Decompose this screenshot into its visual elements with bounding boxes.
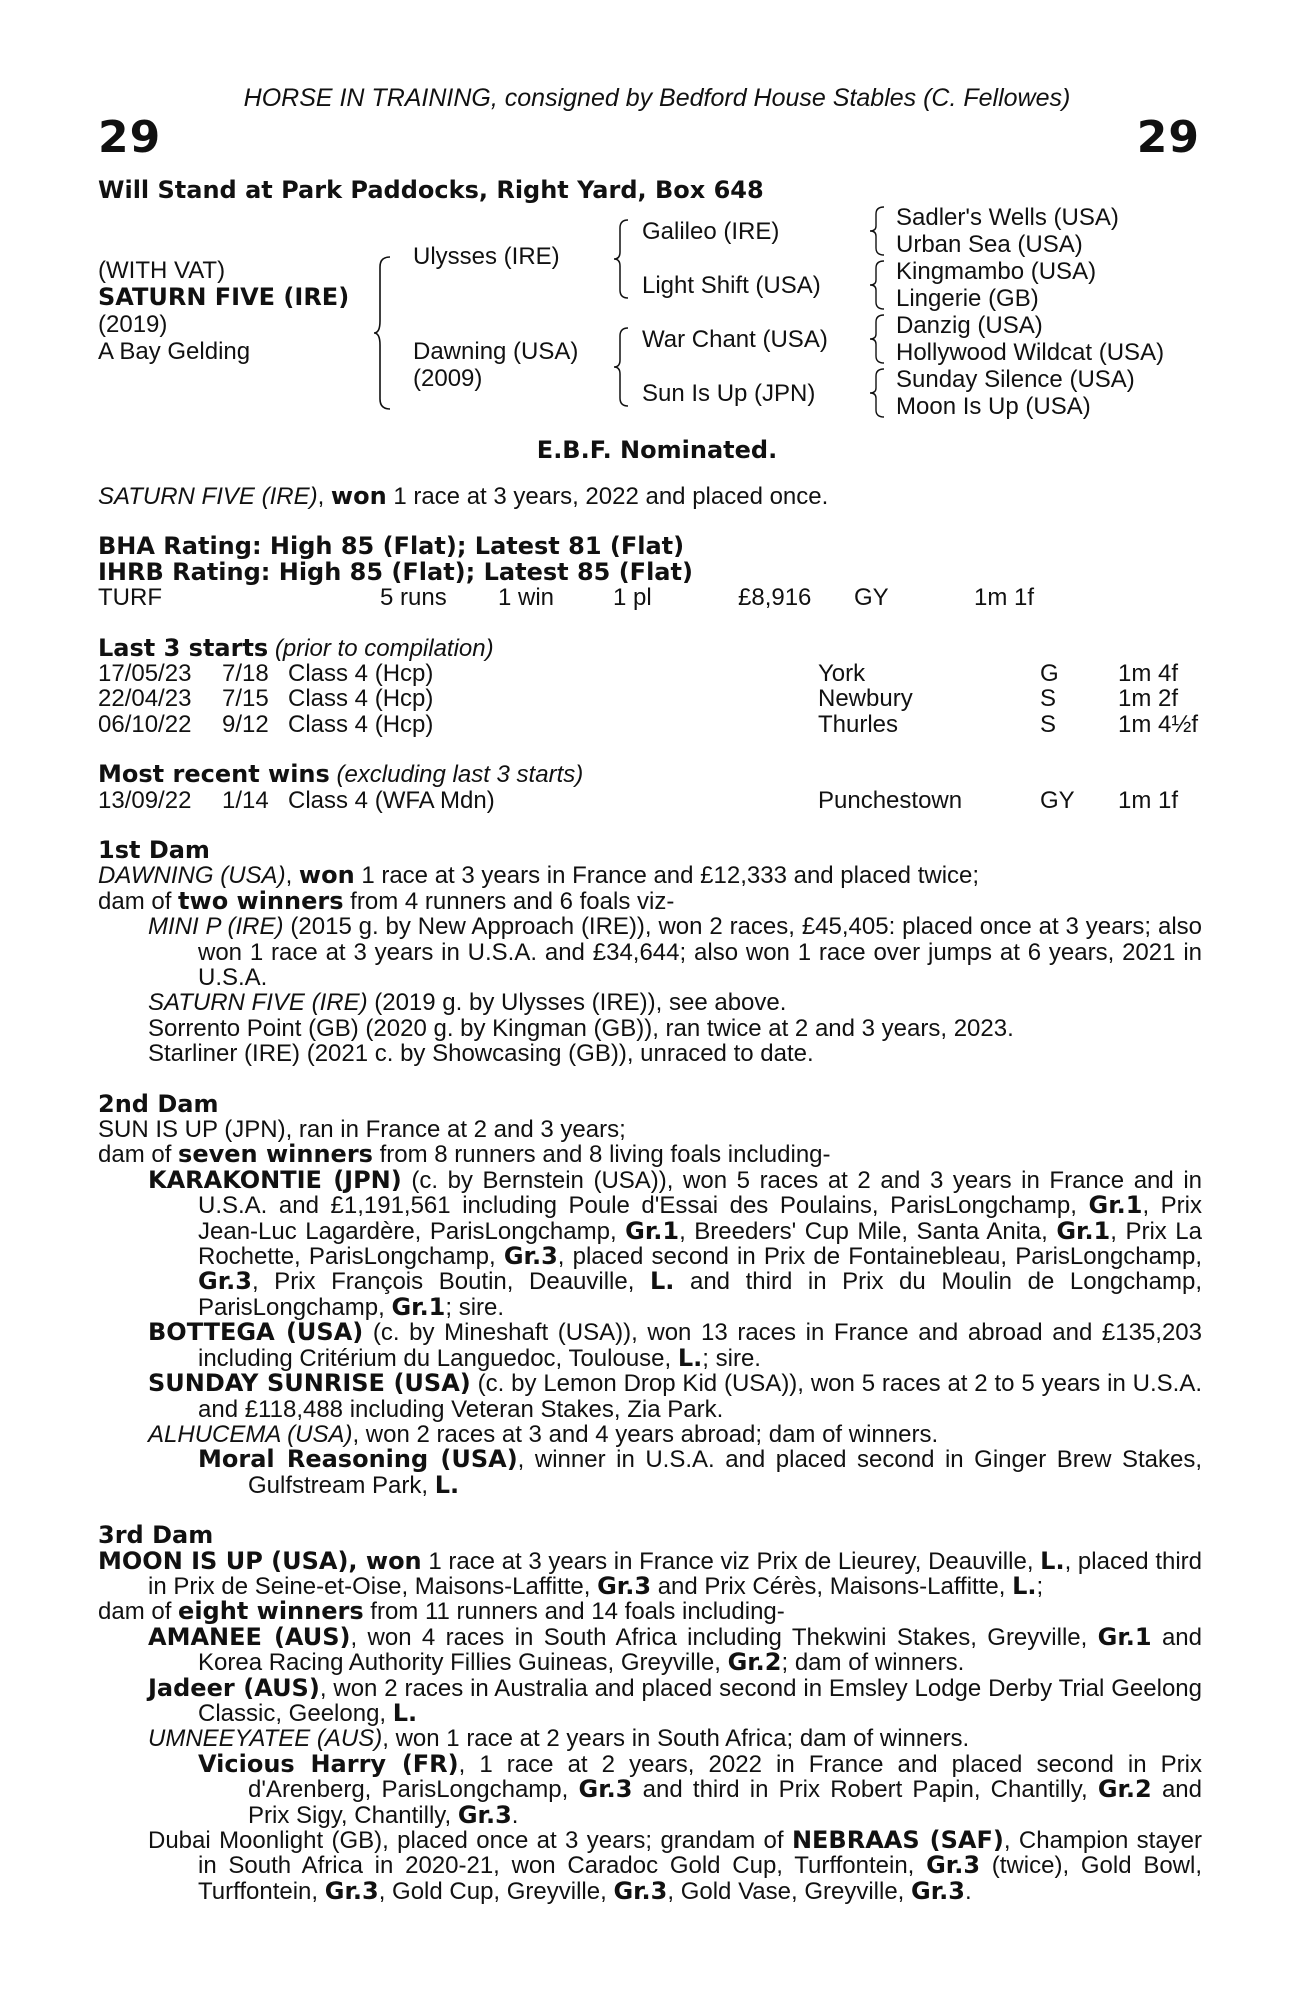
grandsire-paternal: Galileo (IRE) xyxy=(642,218,780,245)
progeny-name: BOTTEGA (USA) xyxy=(148,1318,364,1347)
ancestor-7: Sunday Silence (USA) xyxy=(896,366,1135,393)
progeny-entry xyxy=(148,1726,1202,1751)
progeny-record: , placed second in Prix de Fontainebleau, ParisLongchamp, xyxy=(557,1243,1202,1271)
last3-note: (prior to compilation) xyxy=(268,634,494,662)
turf-placed: 1 pl xyxy=(613,584,652,612)
grade-label: Gr.3 xyxy=(926,1851,981,1880)
progeny-record: ; sire. xyxy=(702,1344,761,1372)
dam3-text: and Prix Cérès, Maisons-Laffitte, xyxy=(651,1572,1013,1600)
progeny-name: ALHUCEMA (USA) xyxy=(148,1420,353,1448)
pedigree-brace-g4 xyxy=(868,367,888,419)
summary-won: won xyxy=(330,482,387,510)
turf-runs: 5 runs xyxy=(380,584,447,612)
grade-label: Gr.3 xyxy=(198,1267,252,1296)
progeny-name: Jadeer (AUS) xyxy=(148,1673,320,1702)
start-distance: 1m 2f xyxy=(1118,685,1179,713)
summary-horse-name: SATURN FIVE (IRE) xyxy=(98,483,318,510)
grade-label: Gr.1 xyxy=(391,1292,446,1321)
start-class: Class 4 (Hcp) xyxy=(288,685,434,713)
dam3-progeny-prefix: dam of xyxy=(98,1598,179,1626)
lot-number-right: 29 xyxy=(1136,112,1200,163)
grade-label: Gr.1 xyxy=(1088,1191,1143,1220)
progeny-record: , Champion stayer in South Africa in 2020-21, won Caradoc Gold Cup, Turffontein, xyxy=(198,1827,1203,1880)
start-position: 7/15 xyxy=(222,685,269,713)
progeny-record: , 1 race at 2 years, 2022 in France and placed second in Prix d'Arenberg, ParisLongchamp, xyxy=(248,1750,1203,1804)
progeny-record: (c. by Mineshaft (USA)), won 13 races in France and abroad and £135,203 including Critérium du Languedoc, Toulouse, xyxy=(198,1319,1203,1372)
progeny-record: Dubai Moonlight (GB), placed once at 3 years; grandam of xyxy=(148,1827,792,1855)
grade-label: Gr.3 xyxy=(457,1800,512,1829)
dam1-progeny-suffix: from 4 runners and 6 foals viz- xyxy=(343,887,675,915)
progeny-entry xyxy=(148,1673,1202,1727)
dam2-progeny-prefix: dam of xyxy=(98,1141,179,1169)
progeny-record: , won 2 races at 3 and 4 years abroad; dam of winners. xyxy=(352,1420,939,1448)
progeny-record: ; sire. xyxy=(445,1293,505,1321)
second-dam-title: 2nd Dam xyxy=(98,1089,219,1118)
grade-label: Gr.2 xyxy=(1097,1775,1152,1804)
progeny-record: , Prix Jean-Luc Lagardère, ParisLongchamp, xyxy=(198,1192,1202,1245)
first-dam-title: 1st Dam xyxy=(98,835,210,864)
start-going: G xyxy=(1040,660,1059,688)
start-position: 7/18 xyxy=(222,660,269,688)
progeny-record: (c. by Bernstein (USA)), won 5 races at 2 and 3 years in France and in U.S.A. and £1,191,561 including Poule d'Essai des Poulains, ParisLongchamp, xyxy=(198,1166,1203,1220)
last3-title: Last 3 starts xyxy=(98,633,269,662)
dam1-winners: two winners xyxy=(178,886,344,915)
horse-name: SATURN FIVE (IRE) xyxy=(98,283,350,311)
listed-label: L. xyxy=(1012,1571,1037,1600)
ebf-nominated: E.B.F. Nominated. xyxy=(536,436,778,464)
pedigree-brace-g3 xyxy=(868,313,888,365)
progeny-name: AMANEE (AUS) xyxy=(148,1622,351,1651)
horse-vat: (WITH VAT) xyxy=(98,257,226,284)
ancestor-8: Moon Is Up (USA) xyxy=(896,393,1091,420)
granddam-maternal: Sun Is Up (JPN) xyxy=(642,380,816,407)
turf-wins: 1 win xyxy=(498,584,555,612)
win-course: Punchestown xyxy=(818,786,963,814)
progeny-entry xyxy=(148,1828,1202,1904)
dam2-progeny-suffix: from 8 runners and 8 living foals including- xyxy=(372,1141,831,1169)
start-course: Thurles xyxy=(818,710,899,738)
sire: Ulysses (IRE) xyxy=(413,243,560,270)
listed-label: L. xyxy=(649,1267,675,1296)
progeny-record: , Prix François Boutin, Deauville, xyxy=(251,1268,650,1296)
listed-label: L. xyxy=(677,1343,703,1372)
recent-note: (excluding last 3 starts) xyxy=(329,761,584,789)
grade-label: Gr.3 xyxy=(578,1775,633,1804)
ancestor-3: Kingmambo (USA) xyxy=(896,258,1097,285)
horse-description: A Bay Gelding xyxy=(98,338,251,365)
turf-label: TURF xyxy=(98,584,162,612)
win-distance: 1m 1f xyxy=(1118,786,1179,814)
turf-going: GY xyxy=(854,584,889,612)
consignment-line: HORSE IN TRAINING, consigned by Bedford House Stables (C. Fellowes) xyxy=(243,84,1071,112)
start-date: 17/05/23 xyxy=(98,660,192,688)
progeny-record: , won 4 races in South Africa including Thekwini Stakes, Greyville, xyxy=(350,1623,1098,1651)
win-going: GY xyxy=(1040,786,1075,814)
dam1-name: DAWNING (USA) xyxy=(98,862,286,890)
grandprogeny-entry xyxy=(198,1447,1202,1498)
progeny-entry xyxy=(148,1320,1202,1371)
progeny-record: (twice), Gold Bowl, Turffontein, xyxy=(198,1852,1203,1905)
most-recent-wins xyxy=(98,762,1202,813)
win-position: 1/14 xyxy=(222,786,269,814)
start-going: S xyxy=(1040,710,1057,738)
dam3-text: , placed third in Prix de Seine-et-Oise, Maisons-Laffitte, xyxy=(148,1547,1203,1600)
dam-year: (2009) xyxy=(413,365,483,392)
start-class: Class 4 (Hcp) xyxy=(288,660,434,688)
progeny-record: , winner in U.S.A. and placed second in Ginger Brew Stakes, Gulfstream Park, xyxy=(248,1446,1202,1499)
progeny-entry: Sorrento Point (GB) (2020 g. by Kingman (GB)), ran twice at 2 and 3 years, 2023. xyxy=(148,1014,1014,1042)
turf-earnings: £8,916 xyxy=(738,584,812,612)
dam3-progeny-suffix: from 11 runners and 14 foals including- xyxy=(363,1598,785,1626)
third-dam-title: 3rd Dam xyxy=(98,1521,214,1550)
progeny-name: SUNDAY SUNRISE (USA) xyxy=(148,1369,471,1398)
listed-label: L. xyxy=(392,1698,418,1727)
horse-year: (2019) xyxy=(98,311,168,338)
grandsire-maternal: War Chant (USA) xyxy=(642,326,828,353)
progeny-record: (2015 g. by New Approach (IRE)), won 2 races, £45,405: placed once at 3 years; also won 1 race at 3 years in U.S.A. and £34,644; also won 1 race over jumps at 6 years, 2021 in U.S.A. xyxy=(198,913,1202,992)
grade-label: Gr.1 xyxy=(625,1216,680,1245)
pedigree-brace-dam xyxy=(612,326,632,408)
listed-label: L. xyxy=(1040,1546,1065,1575)
progeny-name: Vicious Harry (FR) xyxy=(198,1749,459,1778)
progeny-entry xyxy=(148,1371,1202,1422)
progeny-record: , Gold Cup, Greyville, xyxy=(378,1877,614,1905)
dam3-name: MOON IS UP (USA) xyxy=(98,1546,349,1575)
race-summary: SATURN FIVE (IRE), won 1 race at 3 years, 2022 and placed once. xyxy=(98,482,829,510)
ancestor-5: Danzig (USA) xyxy=(896,312,1043,339)
progeny-entry xyxy=(148,990,1202,1015)
grade-label: Gr.3 xyxy=(911,1876,965,1905)
grade-label: Gr.3 xyxy=(613,1876,668,1905)
progeny-record: ; dam of winners. xyxy=(781,1649,965,1677)
table-row xyxy=(98,661,1202,686)
progeny-record: and Prix Sigy, Chantilly, xyxy=(248,1776,1202,1829)
dam1-progeny-prefix: dam of xyxy=(98,887,179,915)
progeny-record: , won 1 race at 2 years in South Africa; dam of winners. xyxy=(382,1725,970,1753)
last-3-starts xyxy=(98,633,1202,738)
progeny-record: (c. by Lemon Drop Kid (USA)), won 5 races at 2 to 5 years in U.S.A. and £118,488 including Veteran Stakes, Zia Park. xyxy=(198,1370,1202,1423)
progeny-entry xyxy=(148,1165,1203,1321)
progeny-record: , won 2 races in Australia and placed second in Emsley Lodge Derby Trial Geelong Classic, Geelong, xyxy=(198,1674,1202,1727)
grade-label: Gr.3 xyxy=(597,1571,652,1600)
pedigree-brace-g1 xyxy=(868,205,888,257)
pedigree-brace-main xyxy=(372,255,394,411)
dam3-winners: eight winners xyxy=(178,1597,364,1626)
first-dam-section: 1st Dam DAWNING (USA), won 1 race at 3 years in France and £12,333 and placed twice; dam of two winners from 4 runners and 6 foals viz- MINI P (IRE) (2015 g. by New Approach (IRE)), won 2 races, £45,405: placed once at 3 years; also won 1 race at 3 years in U.S.A. and £34,644; also won 1 race over jumps at 6 years, 2021 in U.S.A. SATURN FIVE (IRE) (2019 g. by Ulysses (IRE)), see above. Sorrento Point (GB) (2020 g. by Kingman (GB)), ran twice at 2 and 3 years, 2023. Starliner (IRE) (2021 c. by Showcasing (GB)), unraced to date. xyxy=(98,835,1202,1068)
progeny-entry: Starliner (IRE) (2021 c. by Showcasing (GB)), unraced to date. xyxy=(148,1040,814,1068)
start-date: 22/04/23 xyxy=(98,685,192,713)
win-date: 13/09/22 xyxy=(98,786,192,814)
progeny-record: (2019 g. by Ulysses (IRE)), see above. xyxy=(367,989,787,1017)
progeny-record: . xyxy=(511,1801,519,1829)
start-course: Newbury xyxy=(818,685,913,713)
pedigree-brace-sire xyxy=(612,218,632,300)
granddam-paternal: Light Shift (USA) xyxy=(642,272,821,299)
recent-title: Most recent wins xyxy=(98,760,330,789)
dam2-record: SUN IS UP (JPN), ran in France at 2 and 3 years; xyxy=(98,1116,626,1144)
ihrb-rating: IHRB Rating: High 85 (Flat); Latest 85 (Flat) xyxy=(98,557,693,586)
dam1-record: 1 race at 3 years in France and £12,333 and placed twice; xyxy=(354,862,980,890)
progeny-record: and third in Prix du Moulin de Longchamp, ParisLongchamp, xyxy=(198,1268,1202,1321)
progeny-record: , Gold Vase, Greyville, xyxy=(667,1877,912,1905)
summary-text: 1 race at 3 years, 2022 and placed once. xyxy=(386,483,829,510)
bha-rating: BHA Rating: High 85 (Flat); Latest 81 (Flat) xyxy=(98,532,685,561)
ancestor-2: Urban Sea (USA) xyxy=(896,231,1083,258)
turf-record xyxy=(98,585,1202,610)
dam: Dawning (USA) xyxy=(413,338,579,365)
start-date: 06/10/22 xyxy=(98,710,192,738)
start-distance: 1m 4½f xyxy=(1118,710,1199,738)
dam3-text: ; xyxy=(1036,1572,1044,1600)
listed-label: L. xyxy=(434,1470,460,1499)
progeny-name: NEBRAAS (SAF) xyxy=(791,1826,1004,1855)
ancestor-6: Hollywood Wildcat (USA) xyxy=(896,339,1165,366)
progeny-name: SATURN FIVE (IRE) xyxy=(148,989,368,1017)
start-course: York xyxy=(818,660,866,688)
progeny-name: Moral Reasoning (USA) xyxy=(198,1445,518,1474)
progeny-record: and third in Prix Robert Papin, Chantilly, xyxy=(632,1776,1098,1804)
grade-label: Gr.2 xyxy=(727,1648,782,1677)
table-row xyxy=(98,686,1202,711)
grade-label: Gr.3 xyxy=(503,1242,558,1271)
table-row xyxy=(98,712,1202,737)
lot-number-left: 29 xyxy=(98,112,162,163)
progeny-record: , Breeders' Cup Mile, Santa Anita, xyxy=(679,1217,1057,1245)
progeny-name: MINI P (IRE) xyxy=(148,913,284,941)
dam3-record xyxy=(98,1546,1203,1600)
dam1-won: won xyxy=(298,861,355,890)
start-position: 9/12 xyxy=(222,710,269,738)
progeny-name: KARAKONTIE (JPN) xyxy=(148,1165,402,1194)
progeny-record: and Korea Racing Authority Fillies Guineas, Greyville, xyxy=(198,1623,1202,1677)
ratings-block xyxy=(98,534,1202,610)
progeny-record: , Prix La Rochette, ParisLongchamp, xyxy=(198,1217,1203,1271)
progeny-entry xyxy=(148,914,1202,990)
ancestor-1: Sadler's Wells (USA) xyxy=(896,204,1119,231)
dam3-text: 1 race at 3 years in France viz Prix de Lieurey, Deauville, xyxy=(421,1547,1041,1575)
ancestor-4: Lingerie (GB) xyxy=(896,285,1039,312)
progeny-record: . xyxy=(964,1877,972,1905)
table-row xyxy=(98,788,1202,813)
progeny-entry xyxy=(148,1622,1202,1677)
third-dam-section xyxy=(98,1523,1202,1904)
dam3-won: , won xyxy=(348,1546,422,1575)
start-distance: 1m 4f xyxy=(1118,660,1179,688)
turf-distance: 1m 1f xyxy=(974,584,1035,612)
start-class: Class 4 (Hcp) xyxy=(288,710,434,738)
win-class: Class 4 (WFA Mdn) xyxy=(288,786,495,814)
grade-label: Gr.1 xyxy=(1056,1216,1111,1245)
grade-label: Gr.1 xyxy=(1097,1622,1152,1651)
grandprogeny-entry xyxy=(198,1749,1203,1829)
second-dam-section xyxy=(98,1089,1203,1499)
grade-label: Gr.3 xyxy=(324,1876,379,1905)
progeny-entry xyxy=(148,1422,1202,1447)
stand-location: Will Stand at Park Paddocks, Right Yard, Box 648 xyxy=(98,176,764,204)
pedigree-brace-g2 xyxy=(868,259,888,311)
dam2-winners: seven winners xyxy=(178,1140,373,1169)
catalogue-body xyxy=(98,484,1202,1904)
start-going: S xyxy=(1040,685,1057,713)
progeny-name: UMNEEYATEE (AUS) xyxy=(148,1725,383,1753)
